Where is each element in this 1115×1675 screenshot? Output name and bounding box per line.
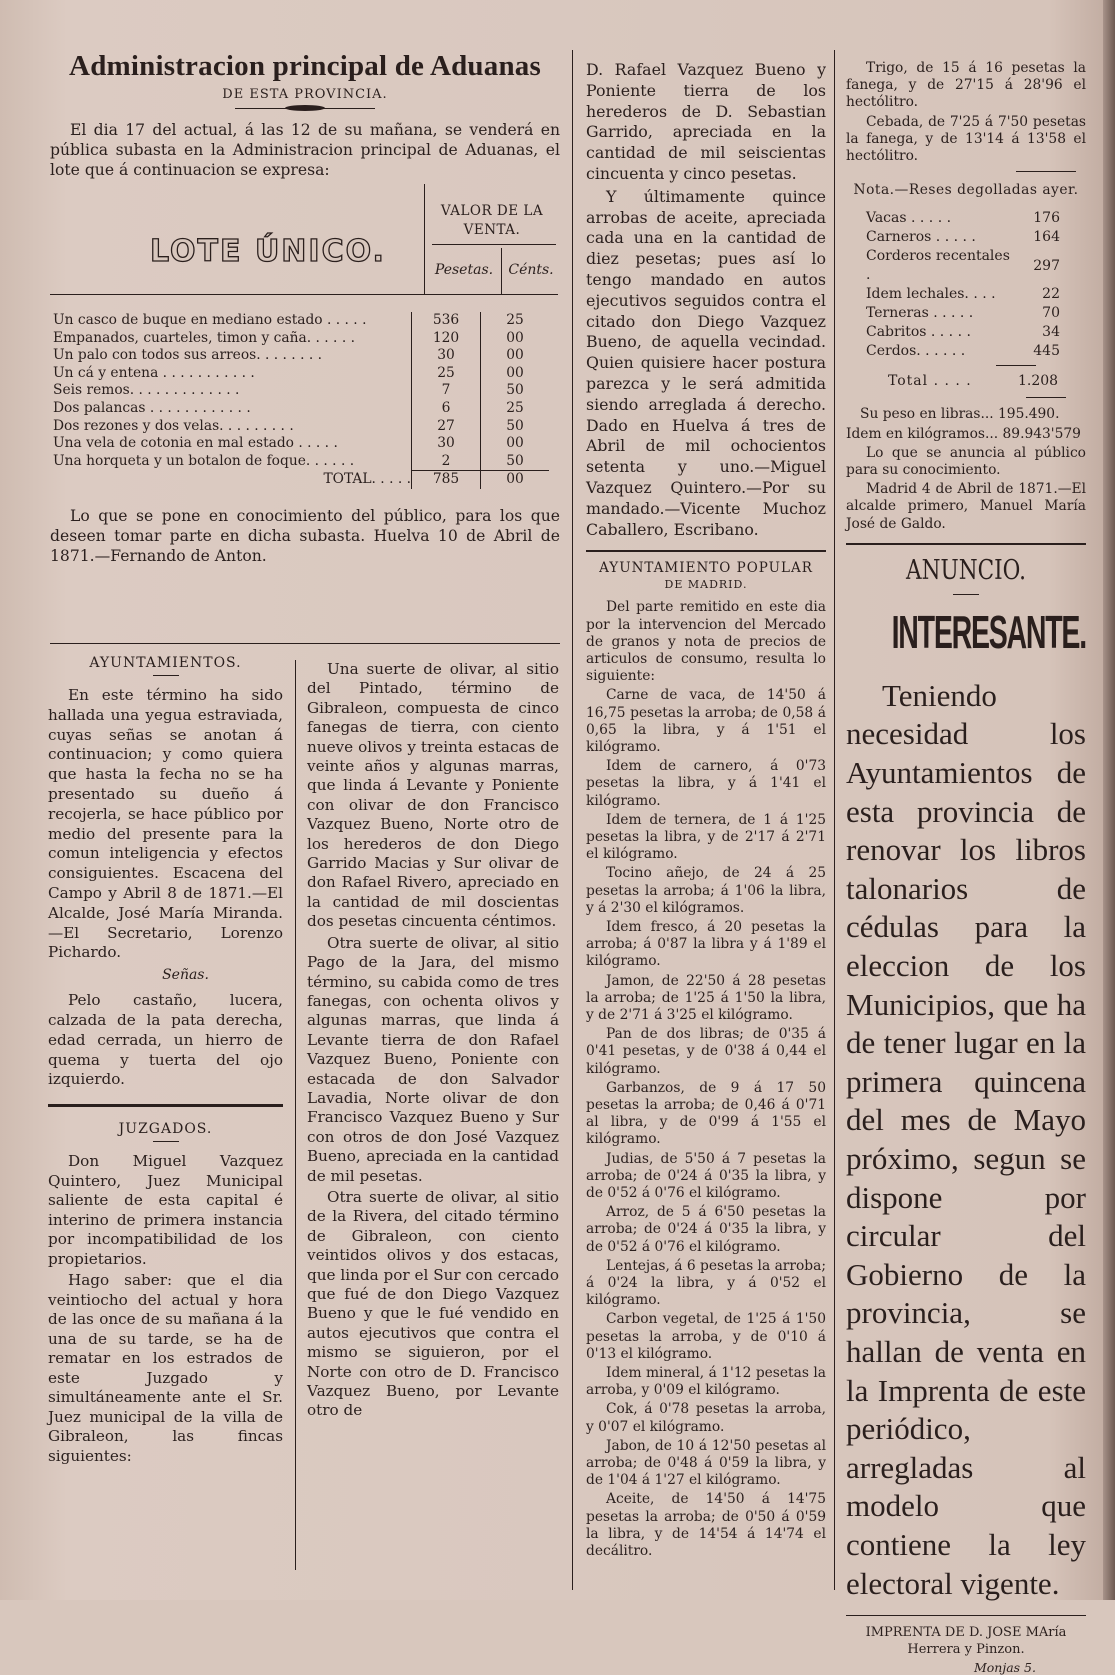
madrid-heading: AYUNTAMIENTO POPULAR (599, 560, 813, 577)
anuncio-heading: ANUNCIO. (906, 554, 1026, 586)
reses-table (864, 209, 1062, 361)
lot-total-pesetas: 785 (412, 471, 481, 489)
lot-item-name: Dos rezones y dos velas. . . . . . . . . (53, 417, 294, 434)
lot-item-row (50, 365, 549, 383)
imprenta-address: Monjas 5. (973, 1660, 1036, 1675)
value-header: VALOR DE LA VENTA. (440, 203, 544, 238)
cents-header: Cénts. (508, 262, 554, 278)
lot-table-area (50, 182, 560, 512)
heading-dash-2 (153, 1141, 179, 1142)
lot-item-pesetas: 120 (412, 330, 481, 348)
lot-item-row (50, 312, 549, 330)
madrid-signature: Madrid 4 de Abril de 1871.—El alcalde primero, Manuel María José de Galdo. (846, 481, 1086, 532)
reses-name: Corderos recentales . (866, 248, 1010, 284)
aduanas-title: Administracion principal de Aduanas (69, 50, 541, 82)
ayuntamientos-body: En este término ha sido hallada una yegua estraviada, cuyas señas se anotan á continuacion; y como quiera que hasta la fecha no se ha presentado su dueño á recojerla, se hace público por medio del presente para la comun inteligencia y efectos consiguientes. Escacena del Campo y Abril 8 de 1871.—El Alcalde, José María Miranda. —El Secretario, Lorenzo Pichardo. (48, 686, 283, 962)
fincas-section (307, 660, 559, 1423)
lot-items (50, 312, 549, 489)
price-item: Aceite, de 14'50 á 14'75 pesetas la arroba; de 0'50 á 0'59 la libra, y de 14'54 á 14'74 el decálitro. (586, 1491, 826, 1560)
aduanas-section (50, 50, 560, 568)
reses-value: 70 (1042, 305, 1060, 322)
lot-item-pesetas: 30 (412, 347, 481, 365)
trigo-price: Trigo, de 15 á 16 pesetas la fanega, y de 27'15 á 28'96 el hectólitro. (846, 60, 1086, 111)
reses-value: 22 (1042, 286, 1060, 303)
finca-1: Una suerte de olivar, al sitio del Pintado, término de Gibraleon, compuesta de cinco fanegas de tierra, con ciento nueve olivos y treinta estacas de veinte años y algunas marras, que linda á Levante y Poniente con olivar de don Francisco Vazquez Bueno, Norte otro de los herederos de don Diego Garrido Macias y Sur olivar de don Rafael Rivero, apreciado en la cantidad de mil doscientas dos pesetas cincuenta céntimos. (307, 660, 559, 931)
total-rule-2 (1026, 397, 1066, 398)
lot-item-name: Una vela de cotonia en mal estado . . . . . (53, 435, 338, 452)
aduanas-closing: Lo que se pone en conocimiento del público, para los que deseen tomar parte en dicha subasta. Huelva 10 de Abril de 1871.—Fernando de Anton. (50, 507, 560, 565)
header-rule (432, 244, 556, 245)
reses-row (864, 247, 1062, 285)
juzgados-p2: Hago saber: que el dia veintiocho del actual y hora de las once de su mañana á la una de su tarde, se ha de rematar en los estrados de este Juzgado y simultáneamente ante el Sr. Juez municipal de la villa de Gibraleon, las fincas siguientes: (48, 1271, 283, 1465)
lot-item-cents: 00 (481, 330, 550, 348)
reses-row (864, 304, 1062, 323)
imprenta: IMPRENTA DE D. JOSE MAría Herrera y Pinzon. (865, 1625, 1067, 1658)
anuncio-body: Teniendo necesidad los Ayuntamientos de esta provincia de renovar los libros talonarios de cédulas para la eleccion de los Municipios, que ha de tener lugar en la primera quincena del mes de Mayo próximo, segun se dispone por circular del Gobierno de la provincia, se hallan de venta en la Imprenta de este periódico, arregladas al modelo que contiene la ley electoral vigente. (846, 677, 1086, 1601)
price-item: Carne de vaca, de 14'50 á 16,75 pesetas la arroba; de 0,58 á 0,65 la libra, y á 1'51 el kilógramo. (586, 687, 826, 755)
lot-item-row (50, 453, 549, 471)
ayuntamientos-heading: AYUNTAMIENTOS. (89, 655, 242, 671)
lot-item-pesetas: 2 (412, 453, 481, 471)
lot-item-name: Un palo con todos sus arreos. . . . . . . . (53, 347, 323, 364)
reses-nota: Nota.—Reses degolladas ayer. (853, 182, 1079, 199)
price-item: Idem fresco, á 20 pesetas la arroba; á 0'87 la libra y á 1'89 el kilógramo. (586, 918, 826, 970)
lot-item-cents: 50 (481, 418, 550, 436)
reses-value: 164 (1033, 229, 1060, 246)
lot-table (50, 312, 549, 489)
heading-dash (153, 675, 179, 676)
madrid-subheading: DE MADRID. (664, 578, 748, 592)
reses-total-label: Total . . . . (888, 373, 972, 390)
reses-row (864, 342, 1062, 361)
price-item: Idem de ternera, de 1 á 1'25 pesetas la libra, y de 2'17 á 2'71 el kilógramo. (586, 811, 826, 863)
lot-item-row (50, 330, 549, 348)
price-item: Arroz, de 5 á 6'50 pesetas la arroba; de 0'24 á 0'35 la libra, y de 0'52 á 0'76 el kilógramo. (586, 1204, 826, 1255)
lot-item-cents: 25 (481, 312, 550, 330)
reses-value: 297 (1033, 257, 1060, 274)
lot-total-row (50, 471, 549, 489)
peso-libras: Su peso en libras... 195.490. (860, 406, 1060, 423)
lot-item-pesetas: 25 (412, 365, 481, 383)
lot-item-name: Una horqueta y un botalon de foque. . . . . . (53, 453, 355, 469)
price-item: Jamon, de 22'50 á 28 pesetas la arroba; de 1'25 á 1'50 la libra, y de 2'71 á 3'25 el kilógramo. (586, 972, 826, 1023)
price-item: Idem de carnero, á 0'73 pesetas la libra, y á 1'41 el kilógramo. (586, 758, 826, 809)
lot-item-row (50, 435, 549, 453)
price-item: Garbanzos, de 9 á 17 50 pesetas la arroba; de 0,46 á 0'71 al libra, y de 0'99 á 1'55 el kilógramo. (586, 1079, 826, 1148)
anuncio-title: INTERESANTE. (891, 605, 1086, 658)
aduanas-subtitle: DE ESTA PROVINCIA. (222, 87, 388, 102)
short-rule (1016, 171, 1076, 172)
price-item: Lentejas, á 6 pesetas la arroba; á 0'24 la libra, y á 0'52 el kilógramo. (586, 1257, 826, 1309)
reses-value: 176 (1033, 210, 1060, 227)
finca-2: Otra suerte de olivar, al sitio Pago de la Jara, del mismo término, su cabida como de tres fanegas, con ochenta olivos y algunas marras, que linda á Levante tierra de don Rafael Vazquez Bueno, Poniente con estacada de don Salvador Lavadia, Norte olivar de don Francisco Vazquez Bueno y Sur con otros de don José Vazquez Bueno, apreciada en la cantidad de mil pesetas. (307, 933, 559, 1185)
section-rule (50, 643, 560, 644)
lot-item-row (50, 418, 549, 436)
lot-item-name: Seis remos. . . . . . . . . . . . . (53, 382, 240, 399)
reses-value: 34 (1042, 324, 1060, 341)
rule-imprenta (846, 1615, 1086, 1616)
price-item: Cok, á 0'78 pesetas la arroba, y 0'07 el kilógramo. (586, 1401, 826, 1435)
table-top-rule (50, 294, 558, 295)
reses-row (864, 285, 1062, 304)
price-item: Tocino añejo, de 24 á 25 pesetas la arroba; á 1'06 la libra, y á 2'30 el kilógramos. (586, 865, 826, 916)
senas-label: Señas. (162, 967, 209, 984)
aduanas-intro: El dia 17 del actual, á las 12 de su mañana, se venderá en pública subasta en la Administracion principal de Aduanas, el lote que á continuacion se expresa: (50, 121, 560, 179)
madrid-intro: Del parte remitido en este dia por la intervencion del Mercado de granos y nota de precios de articulos de consumo, resulta lo siguiente: (586, 599, 826, 685)
reses-name: Terneras . . . . . (866, 305, 974, 322)
reses-value: 445 (1033, 343, 1060, 360)
lot-item-name: Un casco de buque en mediano estado . . . . . (53, 312, 367, 328)
lot-item-cents: 50 (481, 382, 550, 400)
reses-name: Cerdos. . . . . . (866, 343, 966, 360)
finca-3-cont: D. Rafael Vazquez Bueno y Poniente tierra de los herederos de D. Sebastian Garrido, apreciada en la cantidad de mil seiscientas cincuenta y cinco pesetas. (586, 60, 826, 183)
lot-item-cents: 00 (481, 365, 550, 383)
lot-item-cents: 50 (481, 453, 550, 471)
cebada-price: Cebada, de 7'25 á 7'50 pesetas la fanega, y de 13'14 á 13'58 el hectólitro. (846, 113, 1086, 165)
lot-item-pesetas: 536 (412, 312, 481, 330)
lot-item-pesetas: 27 (412, 418, 481, 436)
rule-anuncio (846, 543, 1086, 545)
price-item: Idem mineral, á 1'12 pesetas la arroba, y 0'09 el kilógramo. (586, 1365, 826, 1399)
juzgados-heading: JUZGADOS. (118, 1121, 213, 1138)
lot-item-name: Empanados, cuarteles, timon y caña. . . . . . (53, 329, 355, 346)
juzgados-p1: Don Miguel Vazquez Quintero, Juez Municipal saliente de esta capital é interino de primera instancia por incompatibilidad de los propietarios. (48, 1152, 283, 1268)
reses-name: Vacas . . . . . (866, 210, 952, 227)
column-rule-3 (834, 50, 835, 1590)
ornament-divider (235, 108, 375, 114)
reses-name: Cabritos . . . . . (866, 324, 971, 341)
anuncio-dash (953, 594, 979, 595)
lot-label: LOTE ÚNICO. (150, 234, 386, 269)
price-item: Pan de dos libras; de 0'35 á 0'41 pesetas, y de 0'38 á 0,44 el kilógramo. (586, 1026, 826, 1077)
ayuntamientos-section (48, 655, 283, 1468)
peso-kg: Idem en kilógramos... 89.943'579 (846, 425, 1081, 442)
reses-row (864, 228, 1062, 247)
reses-name: Carneros . . . . . (866, 229, 976, 246)
reses-name: Idem lechales. . . . (866, 286, 996, 303)
table-divider (424, 184, 425, 294)
lot-item-name: Dos palancas . . . . . . . . . . . . (53, 399, 251, 416)
lot-item-cents: 00 (481, 435, 550, 453)
column-four (846, 60, 1086, 1675)
finca-3: Otra suerte de olivar, al sitio de la Rivera, del citado término de Gibraleon, con ciento veintidos olivos y dos estacas, que linda por el Sur con cercado que fué de don Diego Vazquez Bueno y que le fué vendido en autos ejecutivos que contra el mismo se siguieron, por el Norte con otro de D. Francisco Vazquez Bueno, por Levante otro de (307, 1187, 559, 1420)
price-item: Carbon vegetal, de 1'25 á 1'50 pesetas la arroba, y de 0'10 á 0'13 el kilógramo. (586, 1311, 826, 1362)
page-edge (1103, 0, 1115, 1600)
header-col-divider (501, 248, 502, 294)
lot-item-cents: 00 (481, 347, 550, 365)
reses-total-value: 1.208 (1018, 373, 1059, 390)
reses-total-table (886, 372, 1060, 391)
lot-total-cents: 00 (481, 471, 550, 489)
lot-item-pesetas: 6 (412, 400, 481, 418)
lot-item-cents: 25 (481, 400, 550, 418)
thick-rule (48, 1104, 283, 1107)
total-rule (996, 365, 1036, 366)
lot-total-label: TOTAL. . . . . (323, 471, 411, 488)
price-item: Jabon, de 10 á 12'50 pesetas al arroba; de 0'48 á 0'59 la libra, y de 1'04 á 1'27 el kilógramo. (586, 1437, 826, 1489)
lot-item-row (50, 382, 549, 400)
price-item: Judias, de 5'50 á 7 pesetas la arroba; de 0'24 á 0'35 la libra, y de 0'52 á 0'76 el kilógramo. (586, 1150, 826, 1202)
lot-item-pesetas: 7 (412, 382, 481, 400)
lot-item-pesetas: 30 (412, 435, 481, 453)
reses-row (864, 209, 1062, 228)
rule-madrid (586, 550, 826, 552)
reses-row (864, 323, 1062, 342)
pesetas-header: Pesetas. (434, 262, 494, 278)
lot-item-row (50, 400, 549, 418)
lot-item-row (50, 347, 549, 365)
price-list (586, 687, 826, 1560)
senas-text: Pelo castaño, lucera, calzada de la pata derecha, edad cerrada, un hierro de quema y tuerta del ojo izquierdo. (48, 991, 283, 1089)
column-rule-2 (572, 50, 573, 1590)
column-three (586, 60, 826, 1562)
finca-4: Y últimamente quince arrobas de aceite, apreciada cada una en la cantidad de diez pesetas; pues así lo tengo mandado en autos ejecutivos seguidos contra el citado don Diego Vazquez Bueno, de aquella vecindad. Quien quisiere hacer postura parezca y le será admitida siendo arreglada á derecho. Dado en Huelva á tres de Abril de mil ochocientos setenta y uno.—Miguel Vazquez Quintero.—Por su mandado.—Vicente Muchoz Caballero, Escribano. (586, 186, 826, 539)
lot-item-name: Un cá y entena . . . . . . . . . . . (53, 364, 255, 381)
madrid-closing: Lo que se anuncia al público para su conocimiento. (846, 444, 1086, 479)
column-rule (295, 660, 296, 1570)
